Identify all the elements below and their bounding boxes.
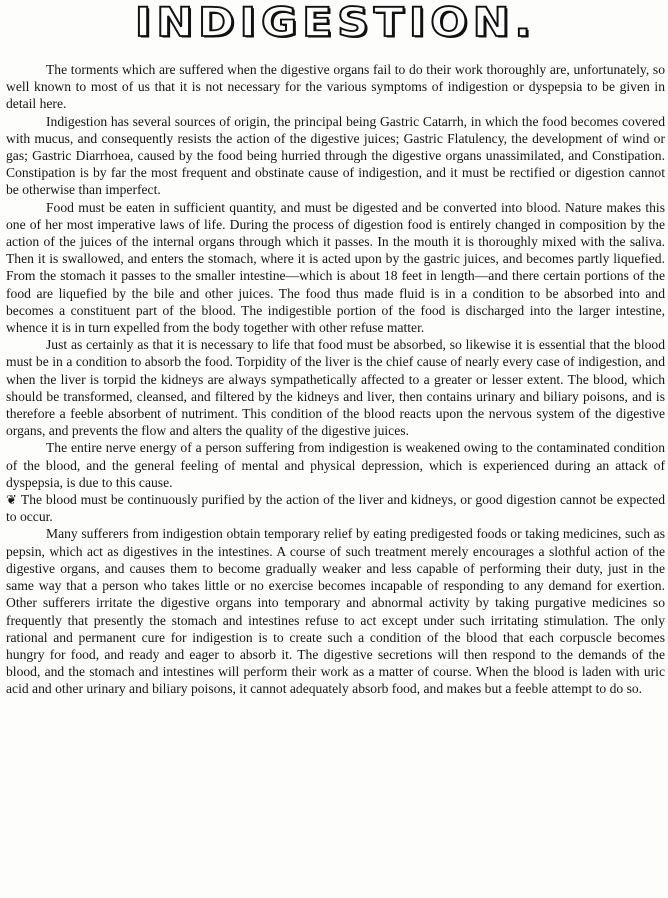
paragraph-5: The entire nerve energy of a person suffering from indigestion is weakened owing to the contaminated condition of the blood, and the general feeling of mental and physical depression, which is experienced during an attack of dyspepsia, is due to this cause. (6, 440, 665, 490)
paragraph-4: Just as certainly as that it is necessary to life that food must be absorbed, so likewise it is essential that the blood must be in a condition to absorb the food. Torpidity of the liver is the chief cause of nearly every case of indigestion, and when the liver is torpid the kidneys are always sympathetically affected to a greater or lesser extent. The blood, which should be transformed, cleansed, and filtered by the kidneys and liver, then contains urinary and biliary poisons, and is therefore a feeble absorbent of nutriment. This condition of the blood reacts upon the nervous system of the digestive organs, and prevents the flow and alters the quality of the digestive juices. (6, 337, 665, 439)
paragraph-1: The torments which are suffered when the digestive organs fail to do their work thoroughly are, unfortunately, so well known to most of us that it is not necessary for the various symptoms of indigestion or dyspepsia to be given in detail here. (6, 62, 665, 112)
paragraph-3: Food must be eaten in sufficient quantity, and must be digested and be converted into blood. Nature makes this one of her most imperative laws of life. During the process of digestion food is entirely changed in composition by the action of the juices of the internal organs through which it passes. In the mouth it is thoroughly mixed with the saliva. Then it is swallowed, and enters the stomach, where it is acted upon by the gastric juices, and becomes partly liquefied. From the stomach it passes to the smaller intestine—which is about 18 feet in length—and there certain portions of the food are liquefied by the bile and other juices. The food thus made fluid is in a condition to be absorbed into and becomes a constituent part of the blood. The indigestible portion of the food is discharged into the larger intestine, whence it is in turn expelled from the body together with other refuse matter. (6, 199, 665, 336)
paragraph-6 (6, 491, 665, 525)
paragraph-7: Many sufferers from indigestion obtain temporary relief by eating predigested foods or taking medicines, such as pepsin, which act as digestives in the intestines. A course of such treatment merely encourages a slothful action of the digestive organs, and causes them to become gradually weaker and less capable of performing their duty, just in the same way that a person who takes little or no exercise becomes incapable of responding to any demand for exertion. Other sufferers irritate the digestive organs into temporary and abnormal activity by taking purgative medicines so frequently that presently the stomach and intestines refuse to act except under such irritating stimulation. The only rational and permanent cure for indigestion is to create such a condition of the blood that each corpuscle becomes hungry for food, and ready and eager to absorb it. The digestive secretions will then respond to the demands of the blood, and the stomach and intestines will perform their work as a matter of course. When the blood is laden with uric acid and other urinary and biliary poisons, it cannot adequately absorb food, and makes but a feeble attempt to do so. (6, 526, 665, 697)
article-body (6, 61, 665, 698)
ornament-icon: ❦ (6, 492, 17, 508)
article-title: INDIGESTION. (134, 0, 537, 46)
paragraph-2: Indigestion has several sources of origin, the principal being Gastric Catarrh, in which the food becomes covered with mucus, and consequently resists the action of the digestive juices; Gastric Flatulency, the development of wind or gas; Gastric Diarrhoea, caused by the food being hurried through the digestive organs unassimilated, and Constipation. Constipation is by far the most frequent and obstinate cause of indigestion, and it must be rectified or digestion cannot be otherwise than imperfect. (6, 113, 665, 198)
paragraph-6-text: The blood must be continuously purified by the action of the liver and kidneys, or good digestion cannot be expected to occur. (6, 492, 665, 525)
